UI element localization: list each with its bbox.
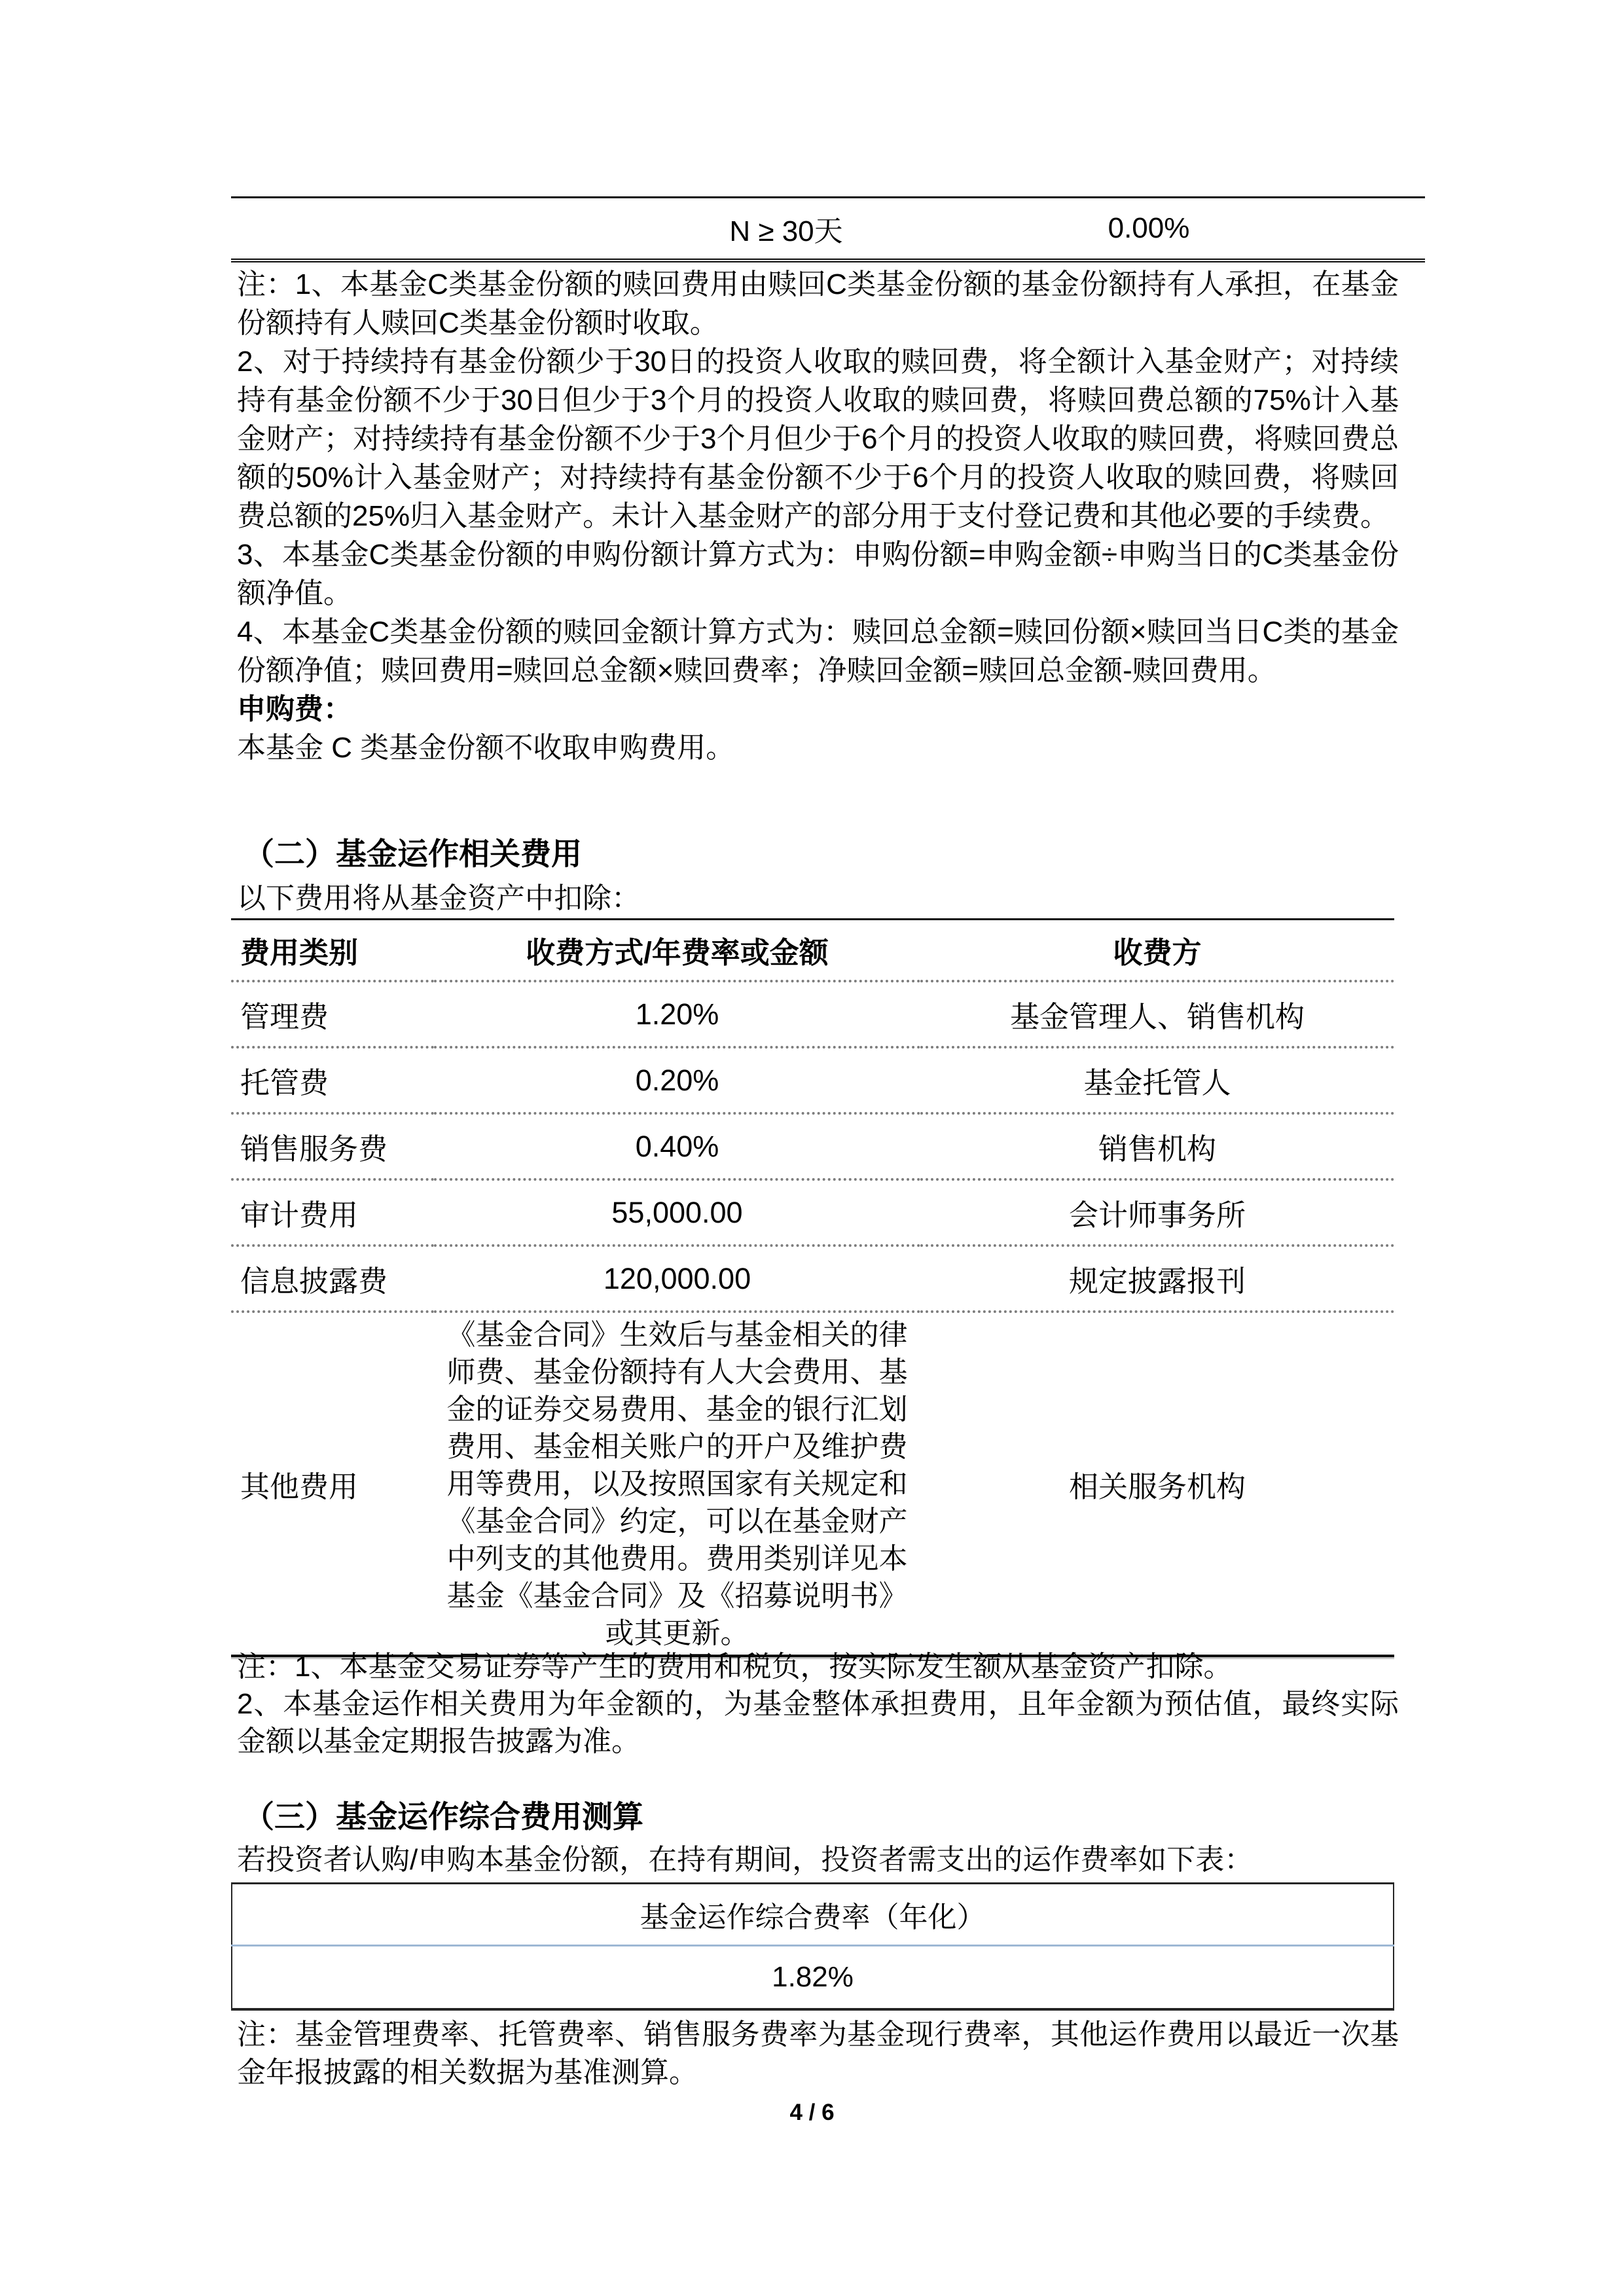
note-paragraph: 3、本基金C类基金份额的申购份额计算方式为：申购份额=申购金额÷申购当日的C类基金份额净值。 xyxy=(237,539,1399,609)
fee-rate-cell: 0.20% xyxy=(434,1047,920,1113)
fee-type-cell: 托管费 xyxy=(231,1047,434,1113)
fee-type-cell: 管理费 xyxy=(231,981,434,1047)
fee-rate-cell: 0.40% xyxy=(434,1113,920,1179)
table-row xyxy=(231,1113,1394,1179)
purchase-fee-text: 本基金 C 类基金份额不收取申购费用。 xyxy=(237,732,735,764)
fee-receiver-cell: 规定披露报刊 xyxy=(920,1246,1394,1312)
operation-fees-table xyxy=(231,918,1394,1657)
fee-receiver-cell: 销售机构 xyxy=(920,1113,1394,1179)
comprehensive-fee-intro: 若投资者认购/申购本基金份额，在持有期间，投资者需支出的运作费率如下表： xyxy=(237,1844,1254,1876)
purchase-fee-label: 申购费： xyxy=(237,693,352,725)
table-header-row xyxy=(232,1884,1394,1946)
fee-receiver-cell: 基金托管人 xyxy=(920,1047,1394,1113)
fee-type-cell: 信息披露费 xyxy=(231,1246,434,1312)
empty-cell xyxy=(1286,198,1425,261)
fee-rate-cell: 1.20% xyxy=(434,981,920,1047)
fee-type-cell: 销售服务费 xyxy=(231,1113,434,1179)
holding-period-cell: N ≥ 30天 xyxy=(729,215,843,247)
comprehensive-fee-table xyxy=(231,1882,1394,2011)
section-heading-operation-fees: （二）基金运作相关费用 xyxy=(244,836,582,871)
comprehensive-fee-value: 1.82% xyxy=(772,1961,854,1993)
fee-receiver-cell: 基金管理人、销售机构 xyxy=(920,981,1394,1047)
table-header-row xyxy=(231,920,1394,982)
fee-rate-cell: 55,000.00 xyxy=(434,1179,920,1246)
table-row xyxy=(231,1179,1394,1246)
table-row xyxy=(232,1946,1394,2010)
page-number: 4 / 6 xyxy=(789,2100,835,2125)
comprehensive-fee-header: 基金运作综合费率（年化） xyxy=(232,1884,1394,1946)
fee-rate-cell: 120,000.00 xyxy=(434,1246,920,1312)
comprehensive-fee-note: 注：基金管理费率、托管费率、销售服务费率为基金现行费率，其他运作费用以最近一次基金年报披露的相关数据为基准测算。 xyxy=(237,2018,1399,2089)
table-row-other-fees xyxy=(231,1312,1394,1656)
column-header-fee-receiver: 收费方 xyxy=(920,920,1394,982)
fee-receiver-cell: 相关服务机构 xyxy=(1068,1469,1246,1503)
note-paragraph: 2、本基金运作相关费用为年金额的，为基金整体承担费用，且年金额为预估值，最终实际金额以基金定期报告披露为准。 xyxy=(237,1688,1399,1757)
note-paragraph: 4、本基金C类基金份额的赎回金额计算方式为：赎回总金额=赎回份额×赎回当日C类的基金份额净值；赎回费用=赎回总金额×赎回费率；净赎回金额=赎回总金额-赎回费用。 xyxy=(237,616,1399,687)
table-row xyxy=(231,1047,1394,1113)
redemption-fee-table xyxy=(231,196,1425,262)
operation-fees-notes xyxy=(237,1648,1399,1760)
fee-receiver-cell: 会计师事务所 xyxy=(920,1179,1394,1246)
table-row xyxy=(231,981,1394,1047)
other-fees-description: 《基金合同》生效后与基金相关的律师费、基金份额持有人大会费用、基金的证券交易费用、基金的银行汇划费用、基金相关账户的开户及维护费用等费用，以及按照国家有关规定和《基金合同》约定，可以在基金财产中列支的其他费用。费用类别详见本基金《基金合同》及《招募说明书》或其更新。 xyxy=(446,1318,908,1649)
note-paragraph: 注：1、本基金C类基金份额的赎回费用由赎回C类基金份额的基金份额持有人承担，在基金份额持有人赎回C类基金份额时收取。 xyxy=(237,268,1399,339)
column-header-fee-type: 费用类别 xyxy=(231,920,434,982)
table-row xyxy=(231,1246,1394,1312)
fee-type-cell: 审计费用 xyxy=(231,1179,434,1246)
redemption-notes xyxy=(237,265,1399,767)
empty-cell xyxy=(231,198,560,261)
column-header-fee-rate: 收费方式/年费率或金额 xyxy=(434,920,920,982)
redemption-rate-cell: 0.00% xyxy=(1108,212,1190,244)
section-heading-comprehensive-fee: （三）基金运作综合费用测算 xyxy=(244,1799,643,1834)
fee-description-cell xyxy=(434,1312,920,1656)
note-paragraph: 注：1、本基金交易证券等产生的费用和税负，按实际发生额从基金资产扣除。 xyxy=(237,1651,1233,1683)
operation-fees-intro: 以下费用将从基金资产中扣除： xyxy=(237,882,640,914)
fee-type-cell: 其他费用 xyxy=(240,1469,359,1503)
table-row xyxy=(231,198,1425,261)
note-paragraph: 2、对于持续持有基金份额少于30日的投资人收取的赎回费，将全额计入基金财产；对持续持有基金份额不少于30日但少于3个月的投资人收取的赎回费，将赎回费总额的75%计入基金财产；对持续持有基金份额不少于3个月但少于6个月的投资人收取的赎回费，将赎回费总额的50%计入基金财产；对持续持有基金份额不少于6个月的投资人收取的赎回费，将赎回费总额的25%归入基金财产。未计入基金财产的部分用于支付登记费和其他必要的手续费。 xyxy=(237,346,1399,532)
